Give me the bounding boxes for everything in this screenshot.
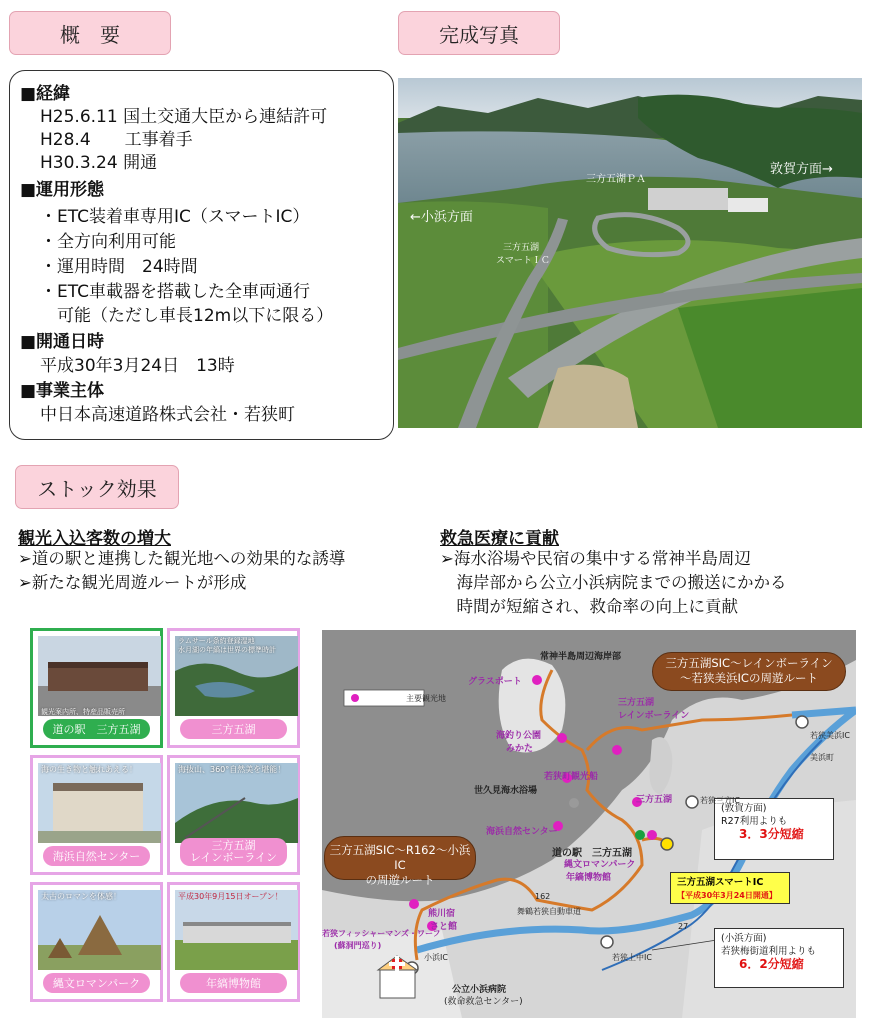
- tsuruga-box: [714, 798, 834, 860]
- photo-label-sic-1: 三方五湖: [503, 243, 540, 253]
- sic-box: [670, 872, 790, 904]
- map-label: 縄文ロマンパーク: [564, 860, 636, 870]
- overview-label-text: 概 要: [60, 22, 120, 47]
- photo-label-obama: ←小浜方面: [410, 210, 473, 225]
- keii-line: H30.3.24 開通: [40, 153, 158, 173]
- tourism-title: 観光入込客数の増大: [18, 529, 171, 549]
- tile-kaihin: [30, 755, 163, 875]
- tile-michinoeki-photo: [38, 636, 161, 716]
- map-label: 若狭美浜IC: [810, 731, 850, 740]
- map-label: レインボーライン: [618, 711, 690, 721]
- callout-right-line: 三方五湖SIC～レインボーライン: [665, 656, 833, 670]
- obama-box-result: 6．2分短縮: [739, 957, 804, 971]
- tile-rainbow-photo: [175, 763, 298, 843]
- photo-label: [398, 11, 560, 55]
- map-label: 海浜自然センター: [486, 827, 558, 837]
- map-legend: 主要観光地: [406, 694, 446, 703]
- tile-jomon: [30, 882, 163, 1002]
- tile-label: 海浜自然センター: [43, 846, 150, 866]
- tile-label: 三方五湖 レインボーライン: [180, 838, 287, 866]
- tile-caption: 平成30年9月15日オープン！: [178, 892, 283, 901]
- tile-caption: 観光案内所、特産品販売所: [41, 708, 125, 716]
- map-label: 三方五湖: [618, 698, 655, 708]
- tile-label: 年縞博物館: [180, 973, 287, 993]
- sic-box-line: 三方五湖スマートIC: [677, 877, 764, 888]
- stock-label-text: ストック効果: [37, 476, 157, 501]
- keitai-line: ・ETC車載器を搭載した全車両通行: [40, 282, 310, 302]
- tile-caption: 海の生き物と触れあえる！: [41, 765, 137, 774]
- keii-line: H25.6.11 国土交通大臣から連結許可: [40, 107, 328, 127]
- entity-heading: ■事業主体: [20, 381, 105, 401]
- obama-box-line: (小浜方面): [721, 933, 767, 944]
- callout-right: [652, 652, 846, 691]
- aerial-photo-graphic: [398, 78, 862, 428]
- keitai-heading: ■運用形態: [20, 180, 105, 200]
- entity-value: 中日本高速道路株式会社・若狭町: [40, 405, 295, 425]
- obama-box: [714, 928, 844, 988]
- photo-label-sic-2: スマートＩＣ: [496, 256, 550, 266]
- map-label: 舞鶴若狭自動車道: [517, 907, 581, 916]
- tile-jomon-photo: [38, 890, 161, 970]
- photo-label-pa: 三方五湖ＰＡ: [586, 174, 646, 185]
- tile-mikatagoko: [167, 628, 300, 748]
- map-label: 若狭上中IC: [612, 953, 652, 962]
- keii-heading: ■経緯: [20, 84, 71, 104]
- keitai-line: ・全方向利用可能: [40, 232, 176, 252]
- tile-caption: 海抜山、360°自然美を堪能！: [178, 765, 286, 774]
- keii-line: H28.4 工事着手: [40, 130, 193, 150]
- map-label: 三方五湖: [636, 795, 673, 805]
- map-label: (蘇洞門巡り): [334, 941, 382, 950]
- map-label: さと館: [430, 922, 458, 932]
- callout-left-line: の周遊ルート: [365, 873, 435, 887]
- tile-nenko: [167, 882, 300, 1002]
- tile-kaihin-photo: [38, 763, 161, 843]
- tile-rainbow: [167, 755, 300, 875]
- callout-left: [324, 836, 476, 887]
- map-label: 27: [678, 922, 689, 931]
- tile-caption: 太古のロマンを体感！: [41, 892, 121, 901]
- map-label: 小浜IC: [424, 953, 448, 962]
- map-label: 162: [535, 892, 551, 901]
- tourism-line: ➢道の駅と連携した観光地への効果的な誘導: [18, 549, 346, 568]
- tile-label: 道の駅 三方五湖: [43, 719, 150, 739]
- hospital-label: 公立小浜病院: [452, 985, 507, 995]
- sic-box-date: 【平成30年3月24日開通】: [677, 891, 777, 900]
- area-map: [322, 630, 856, 1018]
- map-label: 世久見海水浴場: [474, 786, 538, 796]
- hospital-sublabel: (救命救急センター): [444, 997, 523, 1007]
- tile-label: 三方五湖: [180, 719, 287, 739]
- tsuruga-box-line: R27利用よりも: [721, 816, 788, 827]
- aerial-photo: [398, 78, 862, 428]
- medical-title: 救急医療に貢献: [440, 529, 559, 549]
- overview-label: [9, 11, 171, 55]
- map-label: 若狭フィッシャーマンズ・ワーフ: [322, 929, 441, 938]
- keitai-line: ・ETC装着車専用IC（スマートIC）: [40, 207, 310, 227]
- tile-label: 縄文ロマンパーク: [43, 973, 150, 993]
- tsuruga-box-result: 3．3分短縮: [739, 827, 804, 841]
- map-label: グラスポート: [468, 677, 522, 687]
- tourism-line: ➢新たな観光周遊ルートが形成: [18, 573, 247, 592]
- map-label: 若狭町観光船: [544, 772, 599, 782]
- medical-line: 海岸部から公立小浜病院までの搬送にかかる: [440, 573, 787, 592]
- tile-nenko-photo: [175, 890, 298, 970]
- obama-box-line: 若狭梅街道利用よりも: [721, 946, 817, 957]
- map-label: 熊川宿: [428, 909, 456, 919]
- photo-label-tsuruga: 敦賀方面→: [770, 162, 833, 177]
- map-label: みかた: [506, 744, 534, 754]
- date-heading: ■開通日時: [20, 332, 105, 352]
- map-label: 海釣り公園: [496, 731, 542, 741]
- map-label: 道の駅 三方五湖: [552, 848, 632, 859]
- date-value: 平成30年3月24日 13時: [40, 356, 235, 376]
- callout-left-line: 三方五湖SIC～R162～小浜IC: [329, 843, 471, 872]
- map-label: 美浜町: [810, 753, 834, 762]
- tsuruga-box-line: (敦賀方面): [721, 803, 767, 814]
- medical-line: ➢海水浴場や民宿の集中する常神半島周辺: [440, 549, 751, 568]
- tile-michinoeki: [30, 628, 163, 748]
- callout-right-line: ～若狭美浜ICの周遊ルート: [680, 671, 818, 685]
- photo-label-text: 完成写真: [439, 22, 519, 47]
- stock-label: [15, 465, 179, 509]
- map-label: 年縞博物館: [566, 873, 612, 883]
- medical-line: 時間が短縮され、救命率の向上に貢献: [440, 597, 738, 616]
- tile-caption: ラムサール条約登録湿地 水月湖の年縞は世界の標準時計: [178, 637, 276, 654]
- keitai-line: ・運用時間 24時間: [40, 257, 198, 277]
- map-label: 常神半島周辺海岸部: [540, 652, 622, 662]
- keitai-line: 可能（ただし車長12m以下に限る）: [40, 306, 334, 326]
- map-label: 若狭三方IC: [700, 796, 740, 805]
